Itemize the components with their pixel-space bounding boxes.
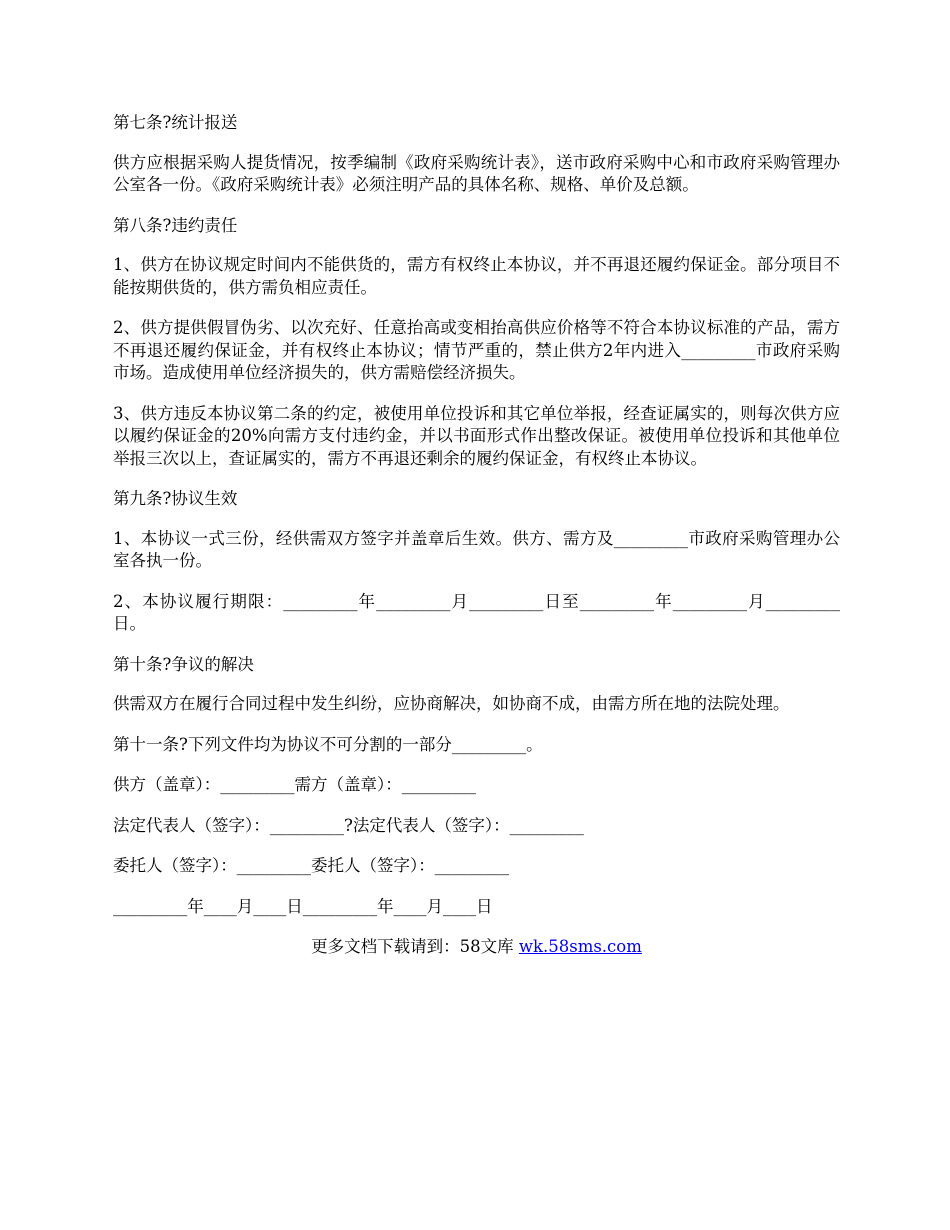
signature-legal-rep-line: 法定代表人（签字）：_________?法定代表人（签字）：_________ (113, 815, 584, 835)
footer-text: 更多文档下载请到：58文库 (311, 937, 519, 956)
article-10-body: 供需双方在履行合同过程中发生纠纷，应协商解决，如协商不成，由需方所在地的法院处理。 (113, 694, 790, 713)
article-9-heading: 第九条?协议生效 (113, 489, 238, 508)
article-8-clause-2: 2、供方提供假冒伪劣、以次充好、任意抬高或变相抬高供应价格等不符合本协议标准的产品，需方不再退还履约保证金，并有权终止本协议；情节严重的，禁止供方2年内进入_________市政府采购市场。造成使用单位经济损失的，供方需赔偿经济损失。 (113, 318, 840, 382)
article-7-heading: 第七条?统计报送 (113, 113, 238, 132)
signature-date-line: _________年____月____日_________年____月____日 (113, 896, 493, 916)
signature-agent-line: 委托人（签字）：_________委托人（签字）：_________ (113, 856, 509, 875)
article-9-clause-2: 2、本协议履行期限：_________年_________月_________日至_________年_________月_________日。 (113, 591, 840, 633)
download-footer (113, 936, 840, 959)
article-11-text: 第十一条?下列文件均为协议不可分割的一部分_________。 (113, 734, 543, 754)
signature-seal-line: 供方（盖章）：_________需方（盖章）：_________ (113, 775, 476, 794)
footer-link[interactable]: wk.58sms.com (518, 937, 642, 956)
article-7-body: 供方应根据采购人提货情况，按季编制《政府采购统计表》，送市政府采购中心和市政府采购管理办公室各一份。《政府采购统计表》必须注明产品的具体名称、规格、单价及总额。 (113, 152, 840, 194)
article-8-heading: 第八条?违约责任 (113, 215, 238, 235)
article-8-clause-1: 1、供方在协议规定时间内不能供货的，需方有权终止本协议，并不再退还履约保证金。部分项目不能按期供货的，供方需负相应责任。 (113, 255, 840, 297)
article-9-clause-1: 1、本协议一式三份，经供需双方签字并盖章后生效。供方、需方及_________市政府采购管理办公室各执一份。 (113, 528, 840, 570)
article-8-clause-3: 3、供方违反本协议第二条的约定，被使用单位投诉和其它单位举报，经查证属实的，则每次供方应以履约保证金的20%向需方支付违约金，并以书面形式作出整改保证。被使用单位投诉和其他单位举报三次以上，查证属实的，需方不再退还剩余的履约保证金，有权终止本协议。 (113, 403, 840, 468)
article-10-heading: 第十条?争议的解决 (113, 654, 254, 674)
